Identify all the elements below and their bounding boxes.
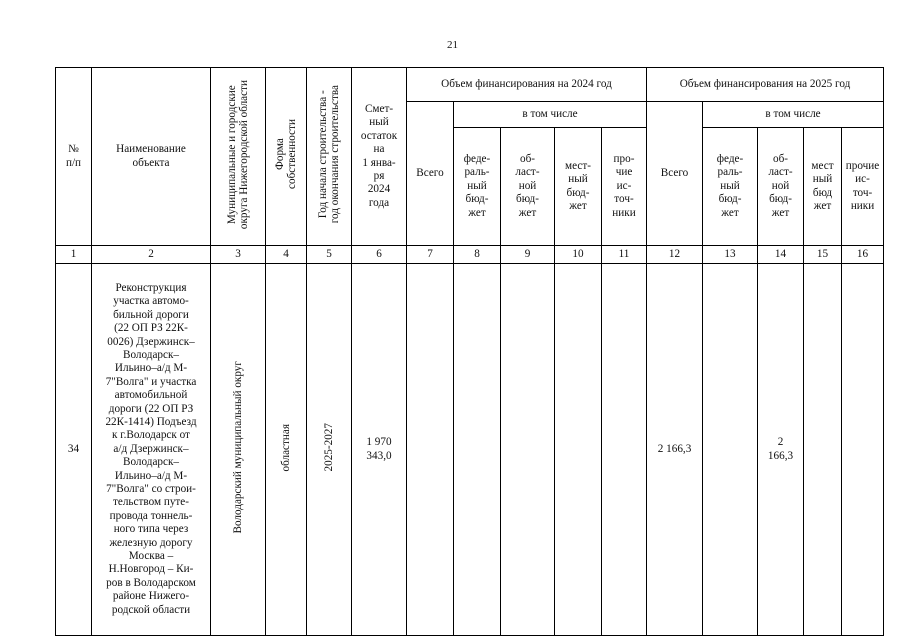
- column-number: 3: [211, 246, 266, 264]
- header-years-text: Год начала строительства - год окончания строительства: [317, 85, 341, 224]
- row-years: [307, 264, 352, 636]
- column-number: 15: [804, 246, 842, 264]
- header-including-2025: в том числе: [703, 102, 884, 128]
- row-estimate-balance: 1 970 343,0: [352, 264, 407, 636]
- row-regional-2025: 2 166,3: [758, 264, 804, 636]
- header-federal-2024: феде- раль- ный бюд- жет: [454, 128, 501, 246]
- header-total-2025: Всего: [647, 102, 703, 246]
- column-number: 10: [555, 246, 602, 264]
- row-regional-2024: [501, 264, 555, 636]
- header-ownership-text: Форма собственности: [274, 119, 298, 190]
- row-federal-2024: [454, 264, 501, 636]
- column-number: 13: [703, 246, 758, 264]
- column-number: 5: [307, 246, 352, 264]
- column-number-row: [56, 246, 884, 264]
- header-years: [307, 68, 352, 246]
- header-regional-2025: об- ласт- ной бюд- жет: [758, 128, 804, 246]
- row-ownership-text: областная: [280, 423, 292, 472]
- column-number: 11: [602, 246, 647, 264]
- column-number: 2: [92, 246, 211, 264]
- column-number: 7: [407, 246, 454, 264]
- column-number: 1: [56, 246, 92, 264]
- header-including-2024: в том числе: [454, 102, 647, 128]
- header-municipality-text: Муниципальные и городские округа Нижегородской области: [226, 79, 250, 229]
- column-number: 4: [266, 246, 307, 264]
- table-row: [56, 264, 884, 636]
- page-number: 21: [447, 39, 458, 51]
- column-number: 12: [647, 246, 703, 264]
- row-object-name: Реконструкция участка автомо- бильной дороги (22 ОП РЗ 22К- 0026) Дзержинск– Володарск– Ильино–а/д М- 7"Волга" и участка автомобильной дороги (22 ОП РЗ 22К-1414) Подъезд к г.Володарск от а/д Дзержинск– Володарск– Ильино–а/д М- 7"Волга" со строи- тельством путе- провода тоннель- ного типа через железную дорогу Москва – Н.Новгород – Ки- ров в Володарском районе Нижего- родской области: [92, 264, 211, 636]
- header-name: Наименование объекта: [92, 68, 211, 246]
- header-num: № п/п: [56, 68, 92, 246]
- header-regional-2024: об- ласт- ной бюд- жет: [501, 128, 555, 246]
- row-ownership: [266, 264, 307, 636]
- row-other-2025: [842, 264, 884, 636]
- header-local-2024: мест- ный бюд- жет: [555, 128, 602, 246]
- funding-table: [55, 67, 884, 636]
- column-number: 16: [842, 246, 884, 264]
- row-years-text: 2025-2027: [323, 423, 335, 472]
- row-local-2024: [555, 264, 602, 636]
- header-funding-2025: Объем финансирования на 2025 год: [647, 68, 884, 102]
- row-other-2024: [602, 264, 647, 636]
- header-estimate-balance: Смет- ный остаток на 1 янва- ря 2024 года: [352, 68, 407, 246]
- header-funding-2024: Объем финансирования на 2024 год: [407, 68, 647, 102]
- row-total-2024: [407, 264, 454, 636]
- column-number: 8: [454, 246, 501, 264]
- row-municipality-text: Володарский муниципальный округ: [232, 361, 244, 534]
- column-number: 6: [352, 246, 407, 264]
- header-local-2025: мест ный бюд жет: [804, 128, 842, 246]
- row-total-2025: 2 166,3: [647, 264, 703, 636]
- header-other-2024: про- чие ис- точ- ники: [602, 128, 647, 246]
- row-municipality: [211, 264, 266, 636]
- row-federal-2025: [703, 264, 758, 636]
- header-municipality: [211, 68, 266, 246]
- header-ownership: [266, 68, 307, 246]
- column-number: 14: [758, 246, 804, 264]
- header-federal-2025: феде- раль- ный бюд- жет: [703, 128, 758, 246]
- header-other-2025: прочие ис- точ- ники: [842, 128, 884, 246]
- row-local-2025: [804, 264, 842, 636]
- column-number: 9: [501, 246, 555, 264]
- row-num: 34: [56, 264, 92, 636]
- header-total-2024: Всего: [407, 102, 454, 246]
